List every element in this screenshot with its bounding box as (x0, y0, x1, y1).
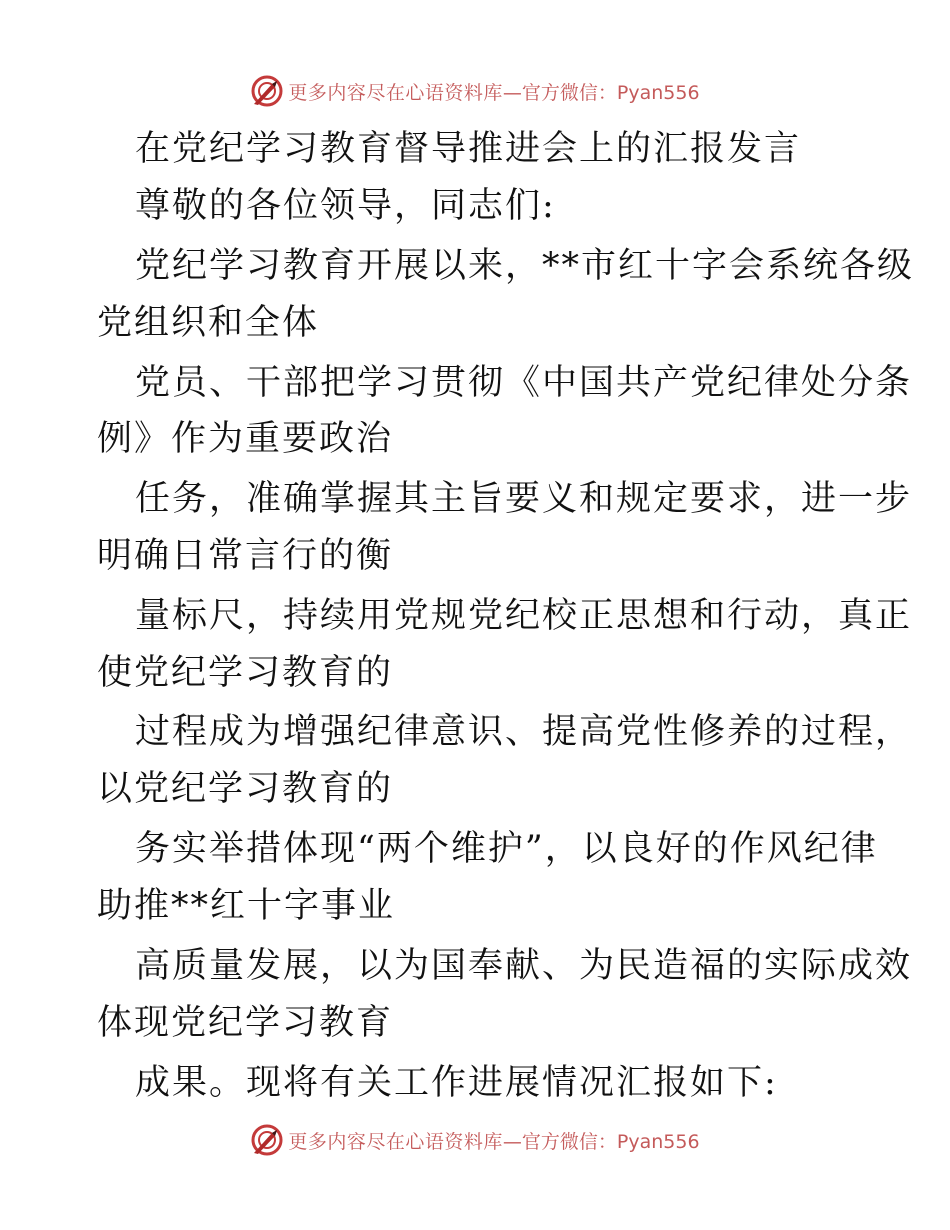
salutation: 尊敬的各位领导，同志们: (135, 186, 556, 226)
paragraph-line: 体现党纪学习教育 (97, 1003, 394, 1043)
paragraph-line: 党组织和全体 (97, 303, 320, 343)
paragraph-line: 过程成为增强纪律意识、提高党性修养的过程， (135, 712, 913, 752)
paragraph-line: 务实举措体现“两个维护”，以良好的作风纪律 (135, 829, 878, 869)
paragraph-line: 高质量发展，以为国奉献、为民造福的实际成效 (135, 946, 913, 986)
watermark-text: 更多内容尽在心语资料库 (288, 81, 503, 104)
paragraph-line: 使党纪学习教育的 (97, 653, 394, 693)
watermark-banner-top (0, 71, 950, 111)
paragraph-line: 以党纪学习教育的 (97, 769, 394, 809)
watermark-text: 更多内容尽在心语资料库 (288, 1130, 503, 1153)
watermark-contact: —官方微信：Pyan556 (502, 81, 700, 104)
paragraph-line: 量标尺，持续用党规党纪校正思想和行动，真正 (135, 596, 913, 636)
paragraph-line: 党员、干部把学习贯彻《中国共产党纪律处分条 (135, 363, 913, 403)
watermark-contact: —官方微信：Pyan556 (502, 1130, 700, 1153)
paragraph-line: 成果。现将有关工作进展情况汇报如下: (135, 1063, 778, 1103)
paragraph-line: 党纪学习教育开展以来，**市红十字会系统各级 (135, 246, 915, 286)
pen-logo-icon (250, 74, 284, 108)
watermark-banner-bottom (0, 1120, 950, 1160)
document-title: 在党纪学习教育督导推进会上的汇报发言 (135, 129, 802, 169)
paragraph-line: 任务，准确掌握其主旨要义和规定要求，进一步 (135, 479, 913, 519)
pen-logo-icon (250, 1123, 284, 1157)
paragraph-line: 明确日常言行的衡 (97, 536, 394, 576)
paragraph-line: 助推**红十字事业 (97, 886, 396, 926)
paragraph-line: 例》作为重要政治 (97, 419, 394, 459)
